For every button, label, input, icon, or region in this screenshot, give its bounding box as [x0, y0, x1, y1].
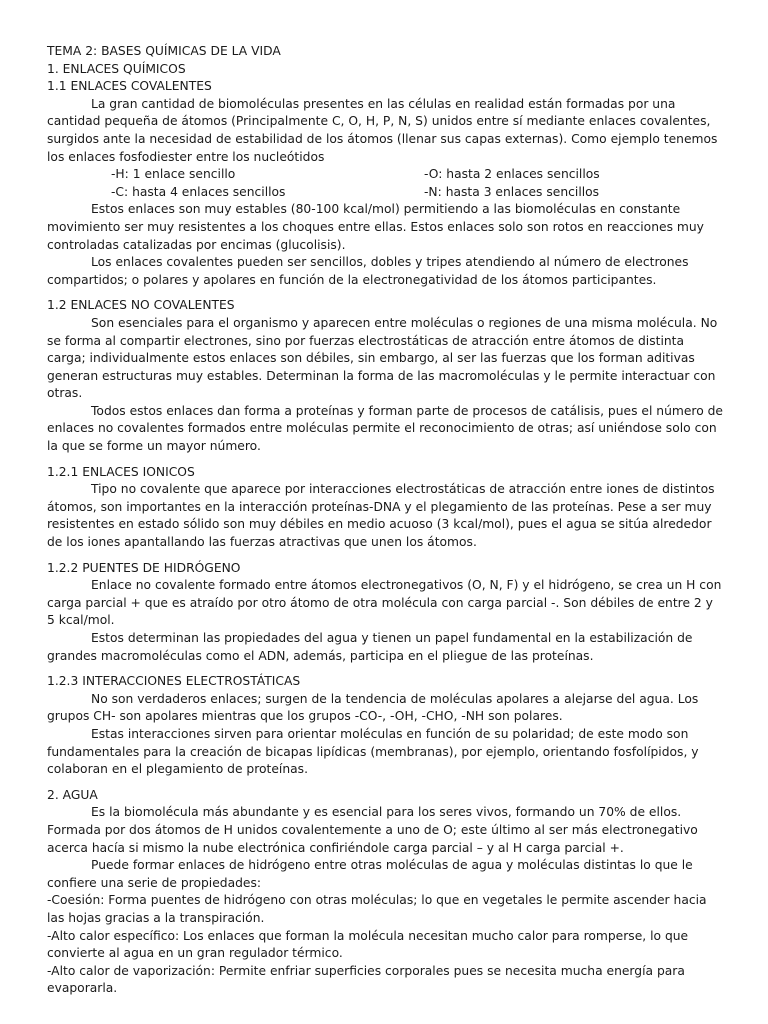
paragraph: Estos enlaces son muy estables (80-100 kcal/mol) permitiendo a las biomoléculas en constante movimiento ser muy resistentes a los choques entre ellas. Estos enlaces solo son rotos en reacciones muy controladas catalizadas por encimas (glucolisis).	[47, 202, 704, 252]
paragraph: La gran cantidad de biomoléculas presentes en las células en realidad están formadas por una cantidad pequeña de átomos (Principalmente C, O, H, P, N, S) unidos entre sí mediante enlaces covalentes, surgidos ante la necesidad de estabilidad de los átomos (llenar sus capas externas). Como ejemplo tenemos los enlaces fosfodiester entre los nucleótidos	[47, 96, 718, 164]
paragraph: Todos estos enlaces dan forma a proteínas y forman parte de procesos de catálisis, pues el número de enlaces no covalentes formados entre moléculas permite el reconocimiento de otras; así uniéndose solo con la que se forme un mayor número.	[47, 403, 723, 454]
heading-puentes-de-hidrogeno: 1.2.2 PUENTES DE HIDRÓGENO	[47, 560, 241, 575]
bond-row	[47, 166, 723, 184]
water-properties-list	[47, 892, 723, 998]
paragraph: No son verdaderos enlaces; surgen de la tendencia de moléculas apolares a alejarse del agua. Los grupos CH- son apolares mientras que los grupos -CO-, -OH, -CHO, -NH son polares.	[47, 691, 699, 724]
heading-agua: 2. AGUA	[47, 787, 98, 802]
list-item: -Alto calor de vaporización: Permite enfriar superficies corporales pues se necesita mucha energía para evaporarla.	[47, 963, 685, 996]
list-item: -Coesión: Forma puentes de hidrógeno con otras moléculas; lo que en vegetales le permite ascender hacia las hojas gracias a la transpiración.	[47, 893, 707, 925]
document-title: TEMA 2: BASES QUÍMICAS DE LA VIDA	[47, 44, 281, 58]
paragraph: Los enlaces covalentes pueden ser sencillos, dobles y tripes atendiendo al número de electrones compartidos; o polares y apolares en función de la electronegatividad de los átomos participantes.	[47, 255, 689, 287]
paragraph: Puede formar enlaces de hidrógeno entre otras moléculas de agua y moléculas distintas lo que le confiere una serie de propiedades:	[47, 858, 693, 890]
bond-item: -H: 1 enlace sencillo	[111, 167, 236, 182]
heading-enlaces-covalentes: 1.1 ENLACES COVALENTES	[47, 79, 212, 94]
heading-interacciones-electrostaticas: 1.2.3 INTERACCIONES ELECTROSTÁTICAS	[47, 674, 301, 689]
bond-item: -O: hasta 2 enlaces sencillos	[424, 167, 600, 182]
paragraph: Tipo no covalente que aparece por interacciones electrostáticas de atracción entre iones de distintos átomos, son importantes en la interacción proteínas-DNA y el plegamiento de las proteínas. Pese a ser muy resistentes en estado sólido son muy débiles en medio acuoso (3 kcal/mol), pues el agua se sitúa alrededor de los iones apantallando las fuerzas atractivas que unen los átomos.	[47, 482, 715, 550]
document-page	[47, 43, 723, 998]
bond-row	[47, 184, 723, 202]
paragraph: Estos determinan las propiedades del agua y tienen un papel fundamental en la estabilización de grandes macromoléculas como el ADN, además, participa en el pliegue de las proteínas.	[47, 631, 693, 663]
heading-enlaces-ionicos: 1.2.1 ENLACES IONICOS	[47, 464, 195, 479]
paragraph: Son esenciales para el organismo y aparecen entre moléculas o regiones de una misma molécula. No se forma al compartir electrones, sino por fuerzas electrostáticas de atracción entre átomos de distinta carga; individualmente estos enlaces son débiles, sin embargo, al ser las fuerzas que los forman aditivas generan estructuras muy estables. Determinan la forma de las macromoléculas y le permite interactuar con otras.	[47, 315, 718, 401]
paragraph: Enlace no covalente formado entre átomos electronegativos (O, N, F) y el hidrógeno, se crea un H con carga parcial + que es atraído por otro átomo de otra molécula con carga parcial -. Son débiles de entre 2 y 5 kcal/mol.	[47, 578, 722, 628]
list-item: -Alto calor específico: Los enlaces que forman la molécula necesitan mucho calor para romperse, lo que convierte al agua en un gran regulador térmico.	[47, 928, 689, 961]
heading-enlaces-no-covalentes: 1.2 ENLACES NO COVALENTES	[47, 298, 235, 313]
bond-item: -C: hasta 4 enlaces sencillos	[111, 184, 286, 199]
bond-item: -N: hasta 3 enlaces sencillos	[424, 184, 600, 199]
paragraph: Estas interacciones sirven para orientar moléculas en función de su polaridad; de este modo son fundamentales para la creación de bicapas lipídicas (membranas), por ejemplo, orientando fosfolípidos, y colaboran en el plegamiento de proteínas.	[47, 726, 699, 777]
paragraph: Es la biomolécula más abundante y es esencial para los seres vivos, formando un 70% de ellos. Formada por dos átomos de H unidos covalentemente a uno de O; este último al ser más electronegativo acerca hacía si mismo la nube electrónica confiriéndole carga parcial – y al H carga parcial +.	[47, 805, 698, 855]
heading-enlaces-quimicos: 1. ENLACES QUÍMICOS	[47, 61, 186, 76]
